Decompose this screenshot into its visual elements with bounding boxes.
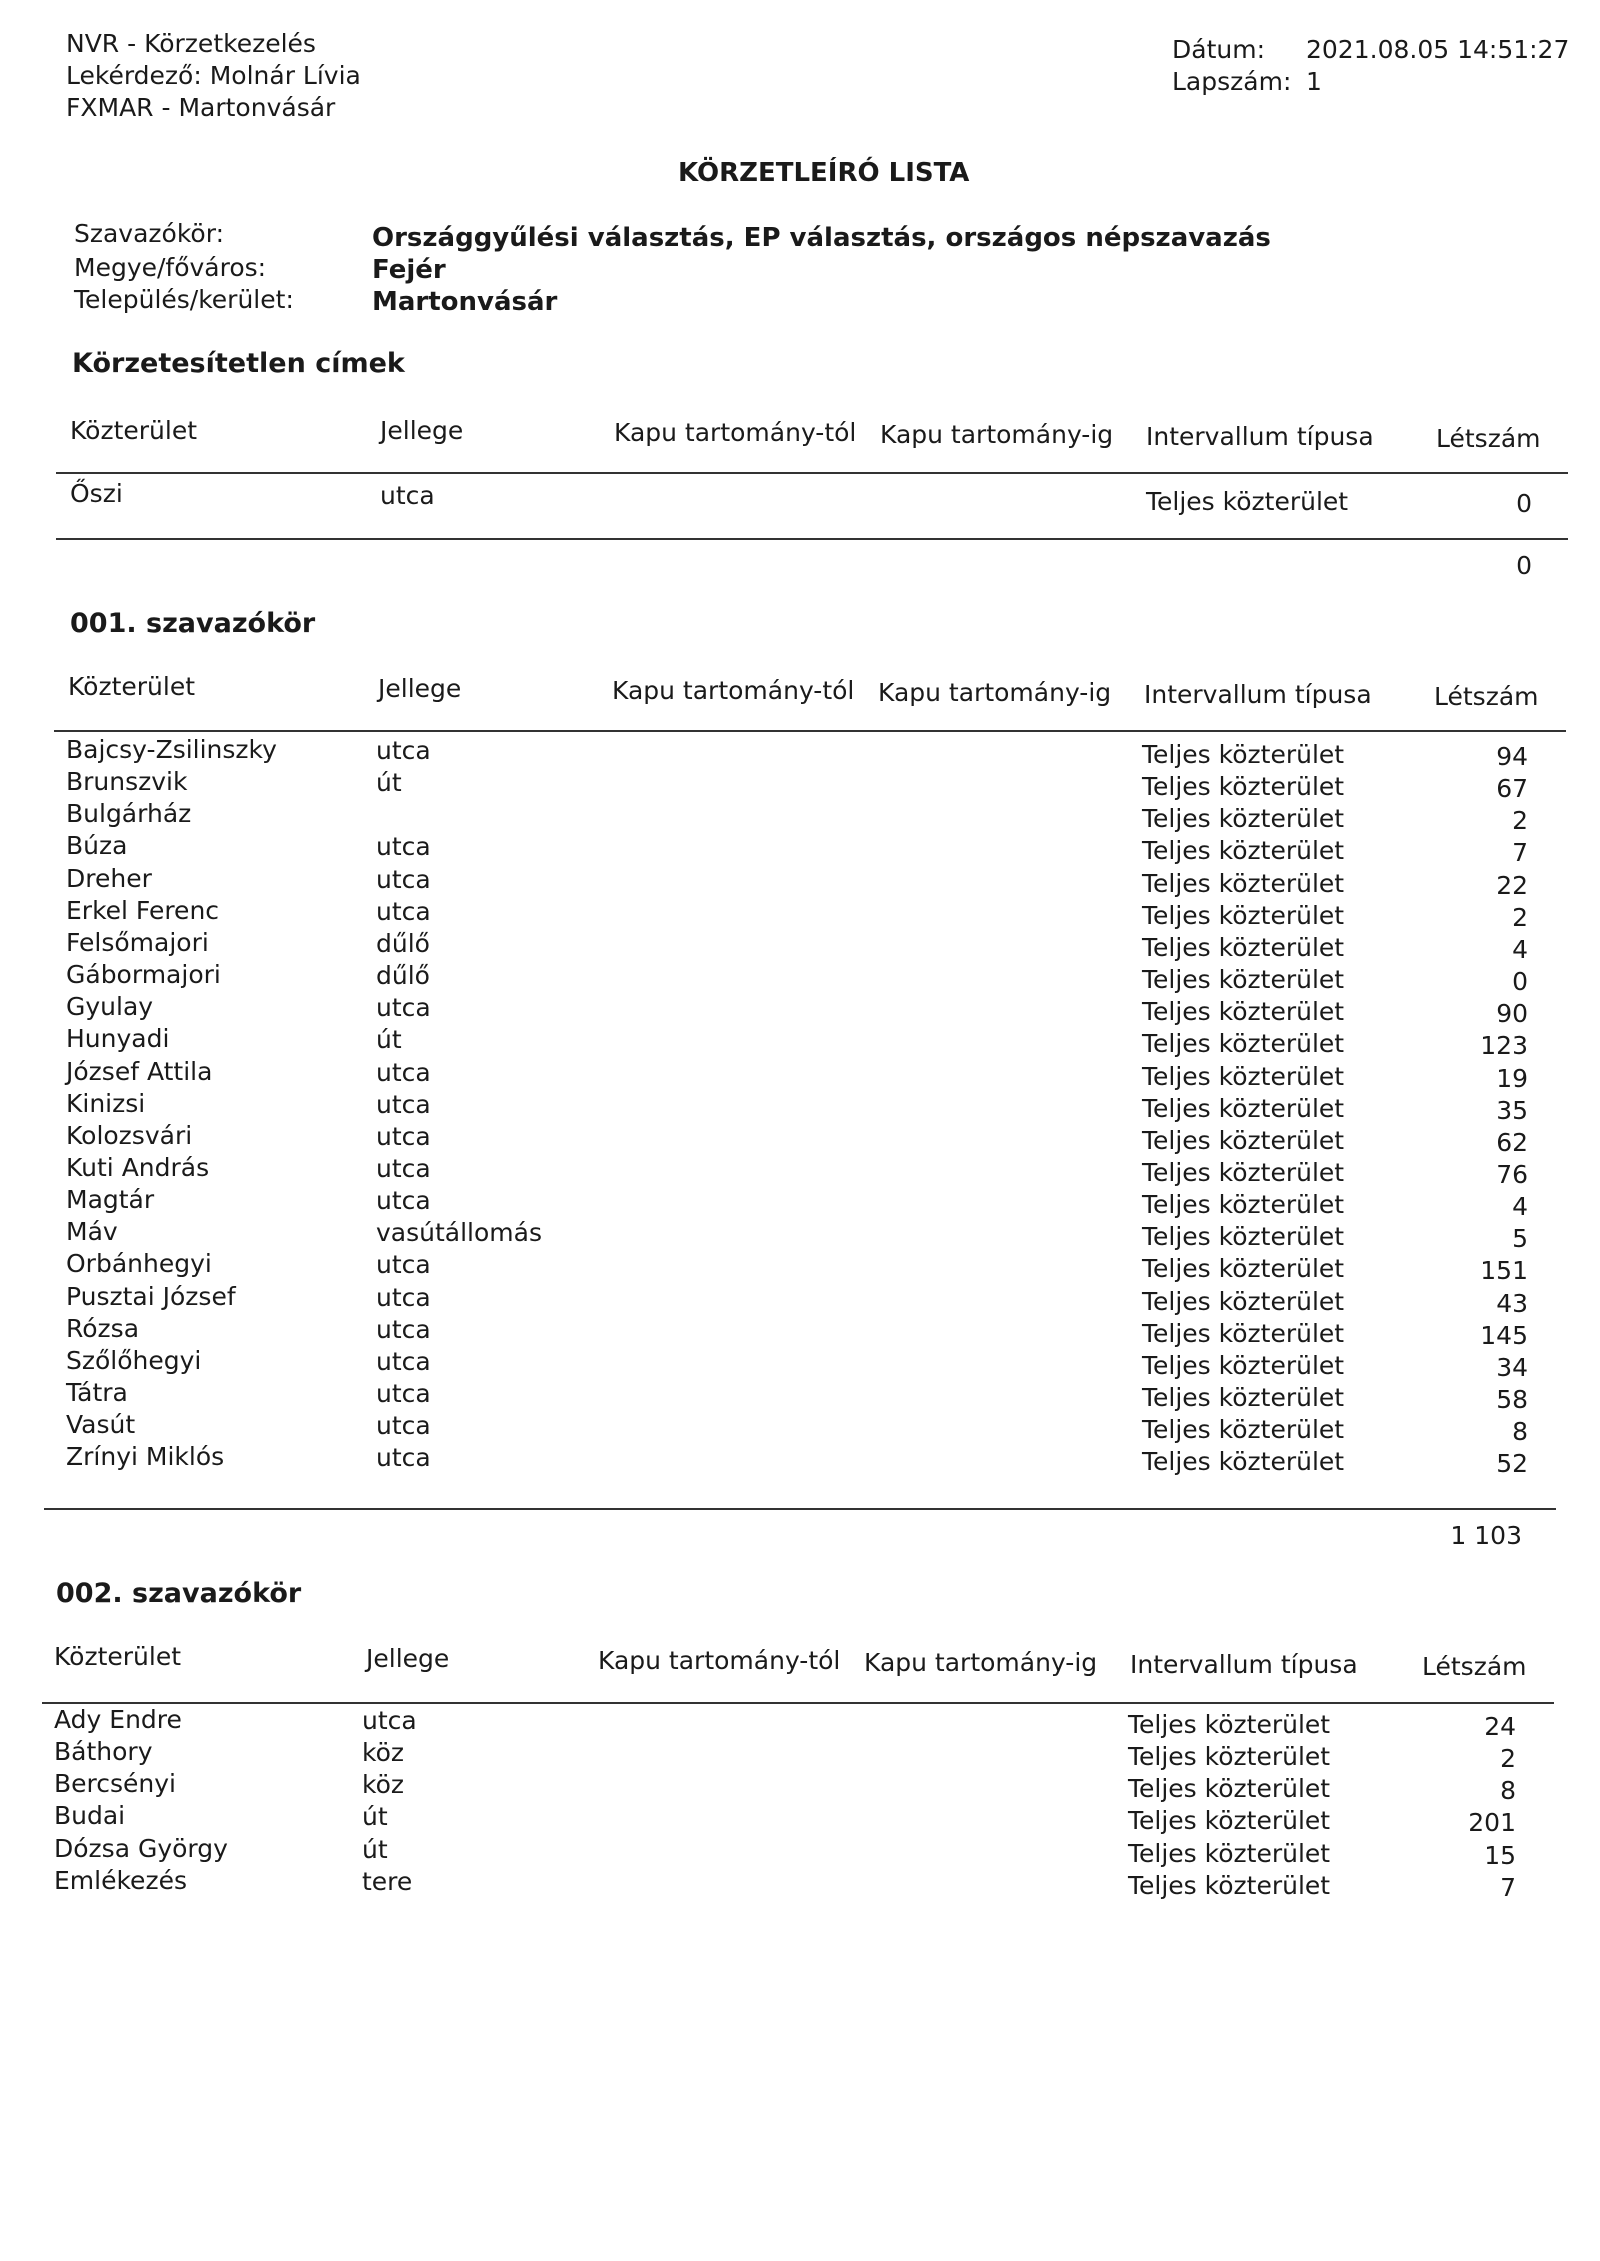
row-interval: Teljes közterület — [1142, 740, 1345, 769]
row-type: utca — [380, 481, 435, 510]
row-street: Erkel Ferenc — [66, 895, 220, 925]
row-count: 35 — [1496, 1095, 1528, 1125]
col-header-street: Közterület — [68, 672, 196, 701]
row-street: Pusztai József — [66, 1281, 236, 1311]
election-label: Szavazókör: — [74, 219, 224, 248]
row-count: 67 — [1496, 774, 1528, 804]
row-type: utca — [376, 864, 431, 894]
row-interval: Teljes közterület — [1142, 1318, 1345, 1348]
county-label: Megye/főváros: — [74, 253, 267, 282]
row-count: 2 — [1512, 902, 1528, 932]
row-type: utca — [376, 896, 431, 926]
row-count: 4 — [1512, 1192, 1528, 1222]
row-type: utca — [376, 1153, 431, 1183]
section-title: 001. szavazókör — [70, 608, 316, 639]
row-interval: Teljes közterület — [1142, 965, 1345, 995]
row-type: tere — [362, 1866, 413, 1896]
row-type: utca — [376, 1379, 431, 1408]
row-street: Rózsa — [66, 1313, 140, 1343]
row-interval: Teljes közterület — [1142, 1286, 1345, 1316]
system-name: NVR - Körzetkezelés — [66, 29, 316, 58]
col-header-from: Kapu tartomány-tól — [614, 418, 857, 447]
row-type: út — [376, 768, 402, 798]
header-rule — [54, 730, 1566, 732]
row-count: 76 — [1496, 1159, 1528, 1189]
row-street: Kinizsi — [66, 1088, 146, 1118]
row-street: Zrínyi Miklós — [66, 1442, 225, 1472]
row-interval: Teljes közterület — [1128, 1710, 1331, 1739]
col-header-count: Létszám — [1436, 424, 1541, 453]
row-interval: Teljes közterület — [1128, 1838, 1331, 1868]
row-type: utca — [362, 1706, 417, 1735]
row-count: 43 — [1496, 1288, 1528, 1318]
row-interval: Teljes közterület — [1142, 836, 1345, 866]
page-number: 1 — [1306, 67, 1322, 96]
header-rule — [42, 1702, 1554, 1704]
row-count: 201 — [1468, 1808, 1516, 1838]
row-count: 15 — [1484, 1840, 1516, 1870]
page-label: Lapszám: — [1172, 67, 1292, 96]
settlement-label: Település/kerület: — [74, 285, 294, 314]
row-type: dűlő — [376, 928, 430, 958]
row-interval: Teljes közterület — [1142, 997, 1345, 1027]
row-street: Orbánhegyi — [66, 1249, 212, 1279]
row-street: Hunyadi — [66, 1024, 170, 1054]
row-interval: Teljes közterület — [1142, 1125, 1345, 1155]
row-interval: Teljes közterület — [1142, 1350, 1345, 1380]
row-street: Dreher — [66, 863, 152, 893]
row-interval: Teljes közterület — [1142, 772, 1345, 802]
row-type: utca — [376, 1314, 431, 1344]
row-type: utca — [376, 736, 431, 765]
row-type: utca — [376, 832, 431, 862]
row-count: 58 — [1496, 1385, 1528, 1414]
row-type: utca — [376, 1089, 431, 1119]
row-interval: Teljes közterület — [1142, 1447, 1345, 1477]
row-type: út — [362, 1834, 388, 1864]
row-count: 151 — [1480, 1256, 1528, 1286]
row-count: 7 — [1500, 1872, 1516, 1902]
row-type: utca — [376, 1121, 431, 1151]
col-header-type: Jellege — [378, 674, 462, 703]
row-street: Gyulay — [66, 992, 154, 1022]
requester: Lekérdező: Molnár Lívia — [66, 61, 361, 90]
section-total: 0 — [1516, 551, 1532, 580]
row-street: József Attila — [66, 1056, 213, 1086]
row-street: Budai — [54, 1801, 126, 1831]
col-header-count: Létszám — [1422, 1652, 1527, 1681]
row-type: dűlő — [376, 961, 430, 991]
row-interval: Teljes közterület — [1142, 1093, 1345, 1123]
section-total: 1 103 — [1450, 1521, 1522, 1550]
section-rule — [56, 538, 1568, 540]
row-type: út — [376, 1025, 402, 1055]
row-street: Felsőmajori — [66, 927, 209, 957]
row-count: 22 — [1496, 870, 1528, 900]
row-count: 90 — [1496, 999, 1528, 1029]
row-street: Búza — [66, 831, 128, 861]
row-type: utca — [376, 1282, 431, 1312]
row-street: Bercsényi — [54, 1769, 176, 1799]
row-interval: Teljes közterület — [1142, 932, 1345, 962]
col-header-to: Kapu tartomány-ig — [880, 420, 1114, 449]
row-count: 8 — [1512, 1417, 1528, 1447]
row-street: Máv — [66, 1217, 118, 1247]
section-title: 002. szavazókör — [56, 1578, 302, 1609]
row-count: 2 — [1512, 806, 1528, 836]
col-header-interval: Intervallum típusa — [1144, 680, 1372, 709]
row-street: Emlékezés — [54, 1865, 187, 1895]
col-header-interval: Intervallum típusa — [1146, 422, 1374, 451]
col-header-street: Közterület — [70, 416, 198, 445]
row-count: 7 — [1512, 838, 1528, 868]
county-value: Fejér — [372, 255, 446, 285]
col-header-from: Kapu tartomány-tól — [612, 676, 855, 705]
section-rule — [44, 1508, 1556, 1510]
header-rule — [56, 472, 1568, 474]
col-header-type: Jellege — [366, 1644, 450, 1673]
col-header-street: Közterület — [54, 1642, 182, 1671]
row-interval: Teljes közterület — [1142, 900, 1345, 930]
row-count: 4 — [1512, 934, 1528, 964]
row-count: 94 — [1496, 742, 1528, 771]
row-interval: Teljes közterület — [1142, 1222, 1345, 1252]
row-type: utca — [376, 1443, 431, 1473]
row-type: utca — [376, 1057, 431, 1087]
row-interval: Teljes közterület — [1128, 1806, 1331, 1836]
page-title: KÖRZETLEÍRÓ LISTA — [678, 158, 970, 188]
election-value: Országgyűlési választás, EP választás, országos népszavazás — [372, 223, 1271, 253]
row-street: Kuti András — [66, 1152, 210, 1182]
row-count: 2 — [1500, 1744, 1516, 1774]
row-interval: Teljes közterület — [1142, 868, 1345, 898]
row-interval: Teljes közterület — [1128, 1774, 1331, 1804]
col-header-to: Kapu tartomány-ig — [864, 1648, 1098, 1677]
row-street: Tátra — [66, 1378, 128, 1407]
settlement-value: Martonvásár — [372, 287, 558, 317]
row-count: 34 — [1496, 1352, 1528, 1382]
row-street: Bulgárház — [66, 799, 192, 829]
row-interval: Teljes közterület — [1142, 1157, 1345, 1187]
row-count: 145 — [1480, 1320, 1528, 1350]
col-header-interval: Intervallum típusa — [1130, 1650, 1358, 1679]
row-interval: Teljes közterület — [1142, 1061, 1345, 1091]
row-type: utca — [376, 1250, 431, 1280]
row-type: köz — [362, 1770, 405, 1800]
row-type: utca — [376, 1411, 431, 1441]
row-street: Vasút — [66, 1410, 136, 1440]
row-type: utca — [376, 1346, 431, 1376]
row-count: 8 — [1500, 1776, 1516, 1806]
row-street: Kolozsvári — [66, 1120, 193, 1150]
row-interval: Teljes közterület — [1128, 1870, 1331, 1900]
row-interval: Teljes közterület — [1142, 1415, 1345, 1445]
row-type: vasútállomás — [376, 1218, 542, 1248]
row-count: 52 — [1496, 1449, 1528, 1479]
col-header-from: Kapu tartomány-tól — [598, 1646, 841, 1675]
row-street: Báthory — [54, 1737, 153, 1767]
row-interval: Teljes közterület — [1142, 1254, 1345, 1284]
row-interval: Teljes közterület — [1142, 1029, 1345, 1059]
row-interval: Teljes közterület — [1142, 1190, 1345, 1220]
row-street: Magtár — [66, 1185, 155, 1215]
row-count: 19 — [1496, 1063, 1528, 1093]
row-street: Őszi — [70, 479, 123, 508]
col-header-count: Létszám — [1434, 682, 1539, 711]
row-type: út — [362, 1802, 388, 1832]
row-count: 0 — [1512, 967, 1528, 997]
date-value: 2021.08.05 14:51:27 — [1306, 35, 1570, 64]
row-type: utca — [376, 993, 431, 1023]
col-header-type: Jellege — [380, 416, 464, 445]
row-type: utca — [376, 1186, 431, 1216]
date-label: Dátum: — [1172, 35, 1265, 64]
row-type: köz — [362, 1738, 405, 1768]
row-street: Gábormajori — [66, 960, 221, 990]
row-interval: Teljes közterület — [1142, 804, 1345, 834]
row-count: 5 — [1512, 1224, 1528, 1254]
section-title: Körzetesítetlen címek — [72, 348, 405, 379]
col-header-to: Kapu tartomány-ig — [878, 678, 1112, 707]
row-interval: Teljes közterület — [1142, 1383, 1345, 1412]
row-count: 62 — [1496, 1127, 1528, 1157]
row-street: Szőlőhegyi — [66, 1345, 202, 1375]
row-interval: Teljes közterület — [1146, 487, 1349, 516]
row-street: Bajcsy-Zsilinszky — [66, 735, 277, 764]
office: FXMAR - Martonvásár — [66, 93, 336, 122]
row-count: 123 — [1480, 1031, 1528, 1061]
row-interval: Teljes közterület — [1128, 1742, 1331, 1772]
row-count: 0 — [1516, 489, 1532, 518]
row-street: Brunszvik — [66, 767, 188, 797]
row-street: Dózsa György — [54, 1833, 228, 1863]
row-street: Ady Endre — [54, 1705, 182, 1734]
row-count: 24 — [1484, 1712, 1516, 1741]
